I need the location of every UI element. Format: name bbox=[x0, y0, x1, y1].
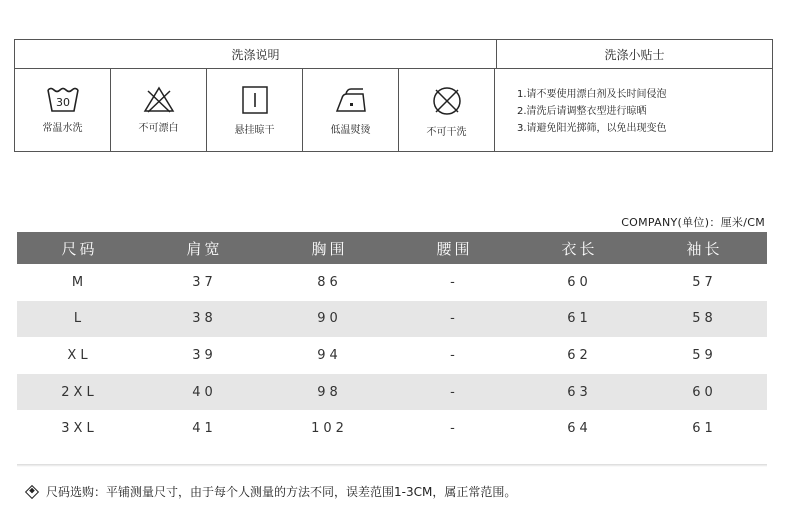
table-row bbox=[17, 264, 767, 301]
care-label-low-iron: 低温熨烫 bbox=[330, 125, 371, 136]
care-item-no-bleach bbox=[111, 69, 207, 151]
column-header-length: 衣长 bbox=[561, 239, 598, 258]
table-cell: - bbox=[450, 274, 459, 290]
table-shadow bbox=[17, 464, 767, 467]
diamond-bullet-icon bbox=[25, 484, 39, 498]
no-dry-clean-icon bbox=[431, 85, 463, 117]
table-row bbox=[17, 337, 767, 374]
table-cell: 62 bbox=[567, 347, 592, 363]
table-cell: 39 bbox=[192, 347, 217, 363]
care-item-no-dry-clean bbox=[399, 69, 495, 151]
hang-dry-icon bbox=[240, 85, 270, 115]
table-cell: 3XL bbox=[61, 421, 98, 437]
table-cell: 64 bbox=[567, 421, 592, 437]
table-cell: 98 bbox=[317, 384, 342, 400]
care-item-hang-dry bbox=[207, 69, 303, 151]
column-header-chest: 胸围 bbox=[311, 239, 348, 258]
table-cell: 61 bbox=[692, 421, 717, 437]
table-cell: 63 bbox=[567, 384, 592, 400]
wash-tips-list bbox=[497, 69, 772, 151]
table-cell: 102 bbox=[311, 421, 348, 437]
table-cell: 57 bbox=[692, 274, 717, 290]
footnote-text: 尺码选购：平铺测量尺寸，由于每个人测量的方法不同，误差范围1-3CM，属正常范围。 bbox=[46, 485, 517, 499]
column-header-shoulder: 肩宽 bbox=[186, 239, 223, 258]
table-cell: 2XL bbox=[61, 384, 98, 400]
table-cell: 37 bbox=[192, 274, 217, 290]
wash-tip: 2.清洗后请调整衣型进行晾晒 bbox=[517, 106, 647, 117]
column-header-sleeve: 袖长 bbox=[686, 239, 723, 258]
wash-tip: 3.请避免阳光掷筛，以免出现变色 bbox=[517, 123, 667, 134]
table-cell: 90 bbox=[317, 311, 342, 327]
size-chart-table bbox=[17, 232, 767, 447]
care-item-low-iron bbox=[303, 69, 399, 151]
table-cell: XL bbox=[67, 347, 92, 363]
low-iron-icon bbox=[333, 85, 369, 115]
table-cell: 41 bbox=[192, 421, 217, 437]
column-header-size: 尺码 bbox=[61, 239, 98, 258]
table-cell: L bbox=[73, 311, 86, 327]
wash-tip: 1.请不要使用漂白剂及长时间侵泡 bbox=[517, 89, 667, 100]
table-cell: 60 bbox=[692, 384, 717, 400]
table-row bbox=[17, 410, 767, 447]
wash-instructions-title: 洗涤说明 bbox=[15, 40, 497, 69]
size-footnote bbox=[27, 483, 516, 500]
table-row bbox=[17, 374, 767, 411]
table-header-row bbox=[17, 232, 767, 264]
no-bleach-icon bbox=[143, 85, 175, 113]
table-cell: 59 bbox=[692, 347, 717, 363]
table-cell: 38 bbox=[192, 311, 217, 327]
table-cell: 58 bbox=[692, 311, 717, 327]
table-cell: - bbox=[450, 421, 459, 437]
wash-instructions-panel bbox=[14, 39, 773, 152]
column-header-waist: 腰围 bbox=[436, 239, 473, 258]
wash-30-icon bbox=[45, 85, 81, 113]
unit-note: COMPANY(单位)：厘米/CM bbox=[621, 216, 765, 229]
care-label-hang-dry: 悬挂晾干 bbox=[234, 125, 275, 136]
table-cell: - bbox=[450, 347, 459, 363]
table-cell: 86 bbox=[317, 274, 342, 290]
wash-tips-title: 洗涤小贴士 bbox=[497, 40, 772, 69]
table-cell: 61 bbox=[567, 311, 592, 327]
table-cell: 60 bbox=[567, 274, 592, 290]
table-row bbox=[17, 301, 767, 338]
wash-temp-label: 30 bbox=[55, 96, 70, 109]
table-cell: - bbox=[450, 311, 459, 327]
table-cell: 94 bbox=[317, 347, 342, 363]
care-item-wash bbox=[15, 69, 111, 151]
table-cell: - bbox=[450, 384, 459, 400]
table-cell: M bbox=[71, 274, 88, 290]
care-label-no-bleach: 不可漂白 bbox=[138, 123, 179, 134]
table-cell: 40 bbox=[192, 384, 217, 400]
care-label-no-dry-clean: 不可干洗 bbox=[426, 127, 467, 138]
care-label-wash: 常温水洗 bbox=[42, 123, 83, 134]
